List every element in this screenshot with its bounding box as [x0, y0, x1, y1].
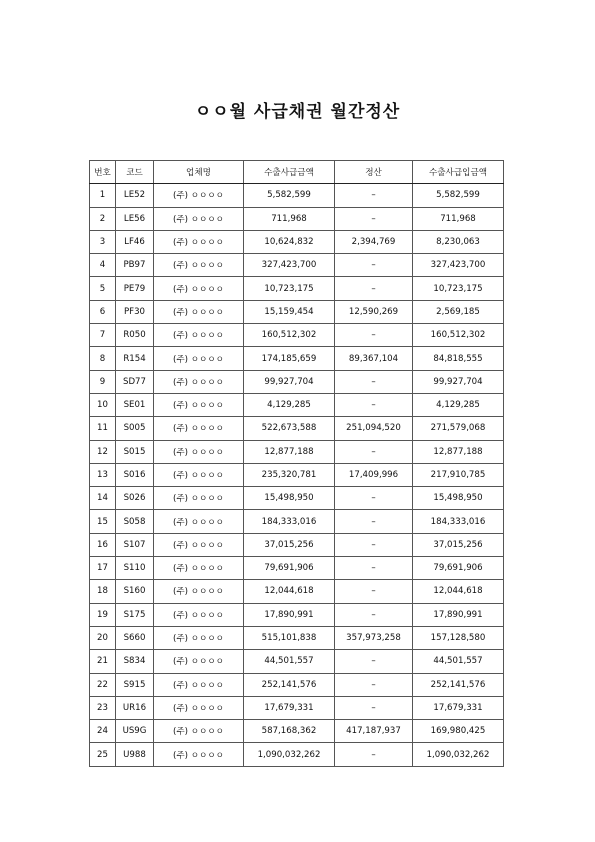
cell-deposit-amount: 12,044,618 — [413, 580, 504, 603]
cell-company: (주) ㅇㅇㅇㅇ — [154, 650, 244, 673]
cell-code: UR16 — [116, 696, 154, 719]
cell-company: (주) ㅇㅇㅇㅇ — [154, 324, 244, 347]
cell-export-amount: 174,185,659 — [244, 347, 335, 370]
cell-no: 13 — [90, 463, 116, 486]
cell-export-amount: 515,101,838 — [244, 626, 335, 649]
cell-deposit-amount: 327,423,700 — [413, 254, 504, 277]
cell-company: (주) ㅇㅇㅇㅇ — [154, 393, 244, 416]
table-row — [90, 603, 504, 626]
cell-code: S915 — [116, 673, 154, 696]
cell-settlement: – — [335, 533, 413, 556]
cell-export-amount: 12,044,618 — [244, 580, 335, 603]
cell-settlement: – — [335, 743, 413, 766]
cell-no: 23 — [90, 696, 116, 719]
cell-settlement: – — [335, 207, 413, 230]
table-row — [90, 254, 504, 277]
cell-code: R050 — [116, 324, 154, 347]
cell-no: 1 — [90, 184, 116, 207]
table-row — [90, 580, 504, 603]
cell-no: 11 — [90, 417, 116, 440]
cell-code: S834 — [116, 650, 154, 673]
table-row — [90, 743, 504, 766]
cell-code: S058 — [116, 510, 154, 533]
cell-company: (주) ㅇㅇㅇㅇ — [154, 184, 244, 207]
cell-settlement: 89,367,104 — [335, 347, 413, 370]
cell-deposit-amount: 252,141,576 — [413, 673, 504, 696]
table-body — [90, 184, 504, 766]
cell-deposit-amount: 711,968 — [413, 207, 504, 230]
header-company: 업체명 — [154, 161, 244, 184]
cell-settlement: – — [335, 440, 413, 463]
header-deposit-amount: 수출사급입금액 — [413, 161, 504, 184]
cell-code: R154 — [116, 347, 154, 370]
cell-code: S175 — [116, 603, 154, 626]
table-row — [90, 533, 504, 556]
table-row — [90, 510, 504, 533]
table-row — [90, 440, 504, 463]
cell-no: 25 — [90, 743, 116, 766]
cell-no: 3 — [90, 230, 116, 253]
cell-no: 22 — [90, 673, 116, 696]
cell-company: (주) ㅇㅇㅇㅇ — [154, 417, 244, 440]
header-settlement: 정산 — [335, 161, 413, 184]
cell-code: PE79 — [116, 277, 154, 300]
cell-company: (주) ㅇㅇㅇㅇ — [154, 370, 244, 393]
cell-export-amount: 522,673,588 — [244, 417, 335, 440]
cell-export-amount: 5,582,599 — [244, 184, 335, 207]
cell-deposit-amount: 2,569,185 — [413, 300, 504, 323]
cell-deposit-amount: 160,512,302 — [413, 324, 504, 347]
cell-settlement: – — [335, 254, 413, 277]
cell-export-amount: 10,723,175 — [244, 277, 335, 300]
cell-company: (주) ㅇㅇㅇㅇ — [154, 207, 244, 230]
cell-code: PF30 — [116, 300, 154, 323]
cell-no: 24 — [90, 720, 116, 743]
cell-no: 20 — [90, 626, 116, 649]
table-row — [90, 557, 504, 580]
table-row — [90, 370, 504, 393]
cell-no: 21 — [90, 650, 116, 673]
header-export-amount: 수출사급금액 — [244, 161, 335, 184]
cell-code: US9G — [116, 720, 154, 743]
cell-company: (주) ㅇㅇㅇㅇ — [154, 626, 244, 649]
cell-export-amount: 12,877,188 — [244, 440, 335, 463]
cell-company: (주) ㅇㅇㅇㅇ — [154, 487, 244, 510]
cell-export-amount: 99,927,704 — [244, 370, 335, 393]
cell-deposit-amount: 217,910,785 — [413, 463, 504, 486]
cell-export-amount: 79,691,906 — [244, 557, 335, 580]
table-row — [90, 417, 504, 440]
cell-deposit-amount: 10,723,175 — [413, 277, 504, 300]
cell-no: 15 — [90, 510, 116, 533]
cell-code: SD77 — [116, 370, 154, 393]
cell-export-amount: 711,968 — [244, 207, 335, 230]
cell-code: S107 — [116, 533, 154, 556]
cell-settlement: – — [335, 370, 413, 393]
cell-code: LF46 — [116, 230, 154, 253]
cell-settlement: – — [335, 184, 413, 207]
header-no: 번호 — [90, 161, 116, 184]
document-title: ㅇㅇ월 사급채권 월간정산 — [194, 102, 401, 122]
cell-settlement: – — [335, 673, 413, 696]
cell-no: 10 — [90, 393, 116, 416]
cell-no: 5 — [90, 277, 116, 300]
cell-no: 8 — [90, 347, 116, 370]
cell-settlement: – — [335, 557, 413, 580]
cell-no: 18 — [90, 580, 116, 603]
cell-settlement: – — [335, 650, 413, 673]
cell-company: (주) ㅇㅇㅇㅇ — [154, 580, 244, 603]
cell-deposit-amount: 44,501,557 — [413, 650, 504, 673]
cell-deposit-amount: 12,877,188 — [413, 440, 504, 463]
cell-code: SE01 — [116, 393, 154, 416]
table-row — [90, 230, 504, 253]
cell-code: LE56 — [116, 207, 154, 230]
header-code: 코드 — [116, 161, 154, 184]
cell-export-amount: 17,890,991 — [244, 603, 335, 626]
table-row — [90, 650, 504, 673]
cell-deposit-amount: 99,927,704 — [413, 370, 504, 393]
cell-deposit-amount: 17,890,991 — [413, 603, 504, 626]
cell-company: (주) ㅇㅇㅇㅇ — [154, 463, 244, 486]
cell-export-amount: 327,423,700 — [244, 254, 335, 277]
cell-no: 12 — [90, 440, 116, 463]
cell-deposit-amount: 271,579,068 — [413, 417, 504, 440]
cell-code: U988 — [116, 743, 154, 766]
table-row — [90, 463, 504, 486]
cell-company: (주) ㅇㅇㅇㅇ — [154, 743, 244, 766]
table-row — [90, 277, 504, 300]
cell-export-amount: 15,498,950 — [244, 487, 335, 510]
cell-company: (주) ㅇㅇㅇㅇ — [154, 720, 244, 743]
cell-settlement: – — [335, 324, 413, 347]
cell-settlement: 251,094,520 — [335, 417, 413, 440]
cell-no: 2 — [90, 207, 116, 230]
cell-settlement: – — [335, 277, 413, 300]
cell-company: (주) ㅇㅇㅇㅇ — [154, 510, 244, 533]
cell-deposit-amount: 84,818,555 — [413, 347, 504, 370]
table-row — [90, 393, 504, 416]
cell-settlement: – — [335, 603, 413, 626]
cell-deposit-amount: 184,333,016 — [413, 510, 504, 533]
cell-no: 17 — [90, 557, 116, 580]
cell-company: (주) ㅇㅇㅇㅇ — [154, 440, 244, 463]
cell-export-amount: 184,333,016 — [244, 510, 335, 533]
cell-deposit-amount: 1,090,032,262 — [413, 743, 504, 766]
cell-export-amount: 4,129,285 — [244, 393, 335, 416]
cell-export-amount: 44,501,557 — [244, 650, 335, 673]
cell-company: (주) ㅇㅇㅇㅇ — [154, 254, 244, 277]
cell-export-amount: 235,320,781 — [244, 463, 335, 486]
cell-company: (주) ㅇㅇㅇㅇ — [154, 673, 244, 696]
cell-export-amount: 1,090,032,262 — [244, 743, 335, 766]
cell-company: (주) ㅇㅇㅇㅇ — [154, 533, 244, 556]
cell-settlement: 2,394,769 — [335, 230, 413, 253]
cell-code: S160 — [116, 580, 154, 603]
cell-company: (주) ㅇㅇㅇㅇ — [154, 347, 244, 370]
cell-company: (주) ㅇㅇㅇㅇ — [154, 300, 244, 323]
table-row — [90, 324, 504, 347]
cell-code: S015 — [116, 440, 154, 463]
cell-settlement: – — [335, 393, 413, 416]
cell-export-amount: 15,159,454 — [244, 300, 335, 323]
cell-no: 14 — [90, 487, 116, 510]
cell-code: S660 — [116, 626, 154, 649]
cell-settlement: 417,187,937 — [335, 720, 413, 743]
table-row — [90, 207, 504, 230]
cell-settlement: – — [335, 580, 413, 603]
cell-export-amount: 252,141,576 — [244, 673, 335, 696]
cell-settlement: 357,973,258 — [335, 626, 413, 649]
cell-code: S016 — [116, 463, 154, 486]
cell-code: S026 — [116, 487, 154, 510]
cell-settlement: – — [335, 696, 413, 719]
table-row — [90, 300, 504, 323]
cell-code: S110 — [116, 557, 154, 580]
cell-deposit-amount: 15,498,950 — [413, 487, 504, 510]
cell-no: 16 — [90, 533, 116, 556]
table-row — [90, 184, 504, 207]
cell-deposit-amount: 169,980,425 — [413, 720, 504, 743]
cell-export-amount: 17,679,331 — [244, 696, 335, 719]
cell-deposit-amount: 5,582,599 — [413, 184, 504, 207]
cell-deposit-amount: 8,230,063 — [413, 230, 504, 253]
cell-settlement: – — [335, 487, 413, 510]
cell-deposit-amount: 17,679,331 — [413, 696, 504, 719]
cell-no: 7 — [90, 324, 116, 347]
table-row — [90, 347, 504, 370]
table-header-row — [90, 161, 504, 184]
table-row — [90, 696, 504, 719]
cell-company: (주) ㅇㅇㅇㅇ — [154, 603, 244, 626]
table-row — [90, 487, 504, 510]
table-row — [90, 720, 504, 743]
cell-no: 6 — [90, 300, 116, 323]
cell-company: (주) ㅇㅇㅇㅇ — [154, 557, 244, 580]
settlement-table — [89, 160, 504, 767]
cell-deposit-amount: 37,015,256 — [413, 533, 504, 556]
cell-code: LE52 — [116, 184, 154, 207]
table-row — [90, 673, 504, 696]
cell-code: S005 — [116, 417, 154, 440]
cell-company: (주) ㅇㅇㅇㅇ — [154, 696, 244, 719]
cell-company: (주) ㅇㅇㅇㅇ — [154, 277, 244, 300]
cell-company: (주) ㅇㅇㅇㅇ — [154, 230, 244, 253]
cell-no: 9 — [90, 370, 116, 393]
cell-export-amount: 37,015,256 — [244, 533, 335, 556]
cell-export-amount: 10,624,832 — [244, 230, 335, 253]
cell-export-amount: 587,168,362 — [244, 720, 335, 743]
cell-deposit-amount: 4,129,285 — [413, 393, 504, 416]
cell-settlement: – — [335, 510, 413, 533]
cell-export-amount: 160,512,302 — [244, 324, 335, 347]
table-row — [90, 626, 504, 649]
cell-no: 4 — [90, 254, 116, 277]
cell-no: 19 — [90, 603, 116, 626]
cell-code: PB97 — [116, 254, 154, 277]
cell-settlement: 17,409,996 — [335, 463, 413, 486]
cell-deposit-amount: 79,691,906 — [413, 557, 504, 580]
cell-settlement: 12,590,269 — [335, 300, 413, 323]
cell-deposit-amount: 157,128,580 — [413, 626, 504, 649]
